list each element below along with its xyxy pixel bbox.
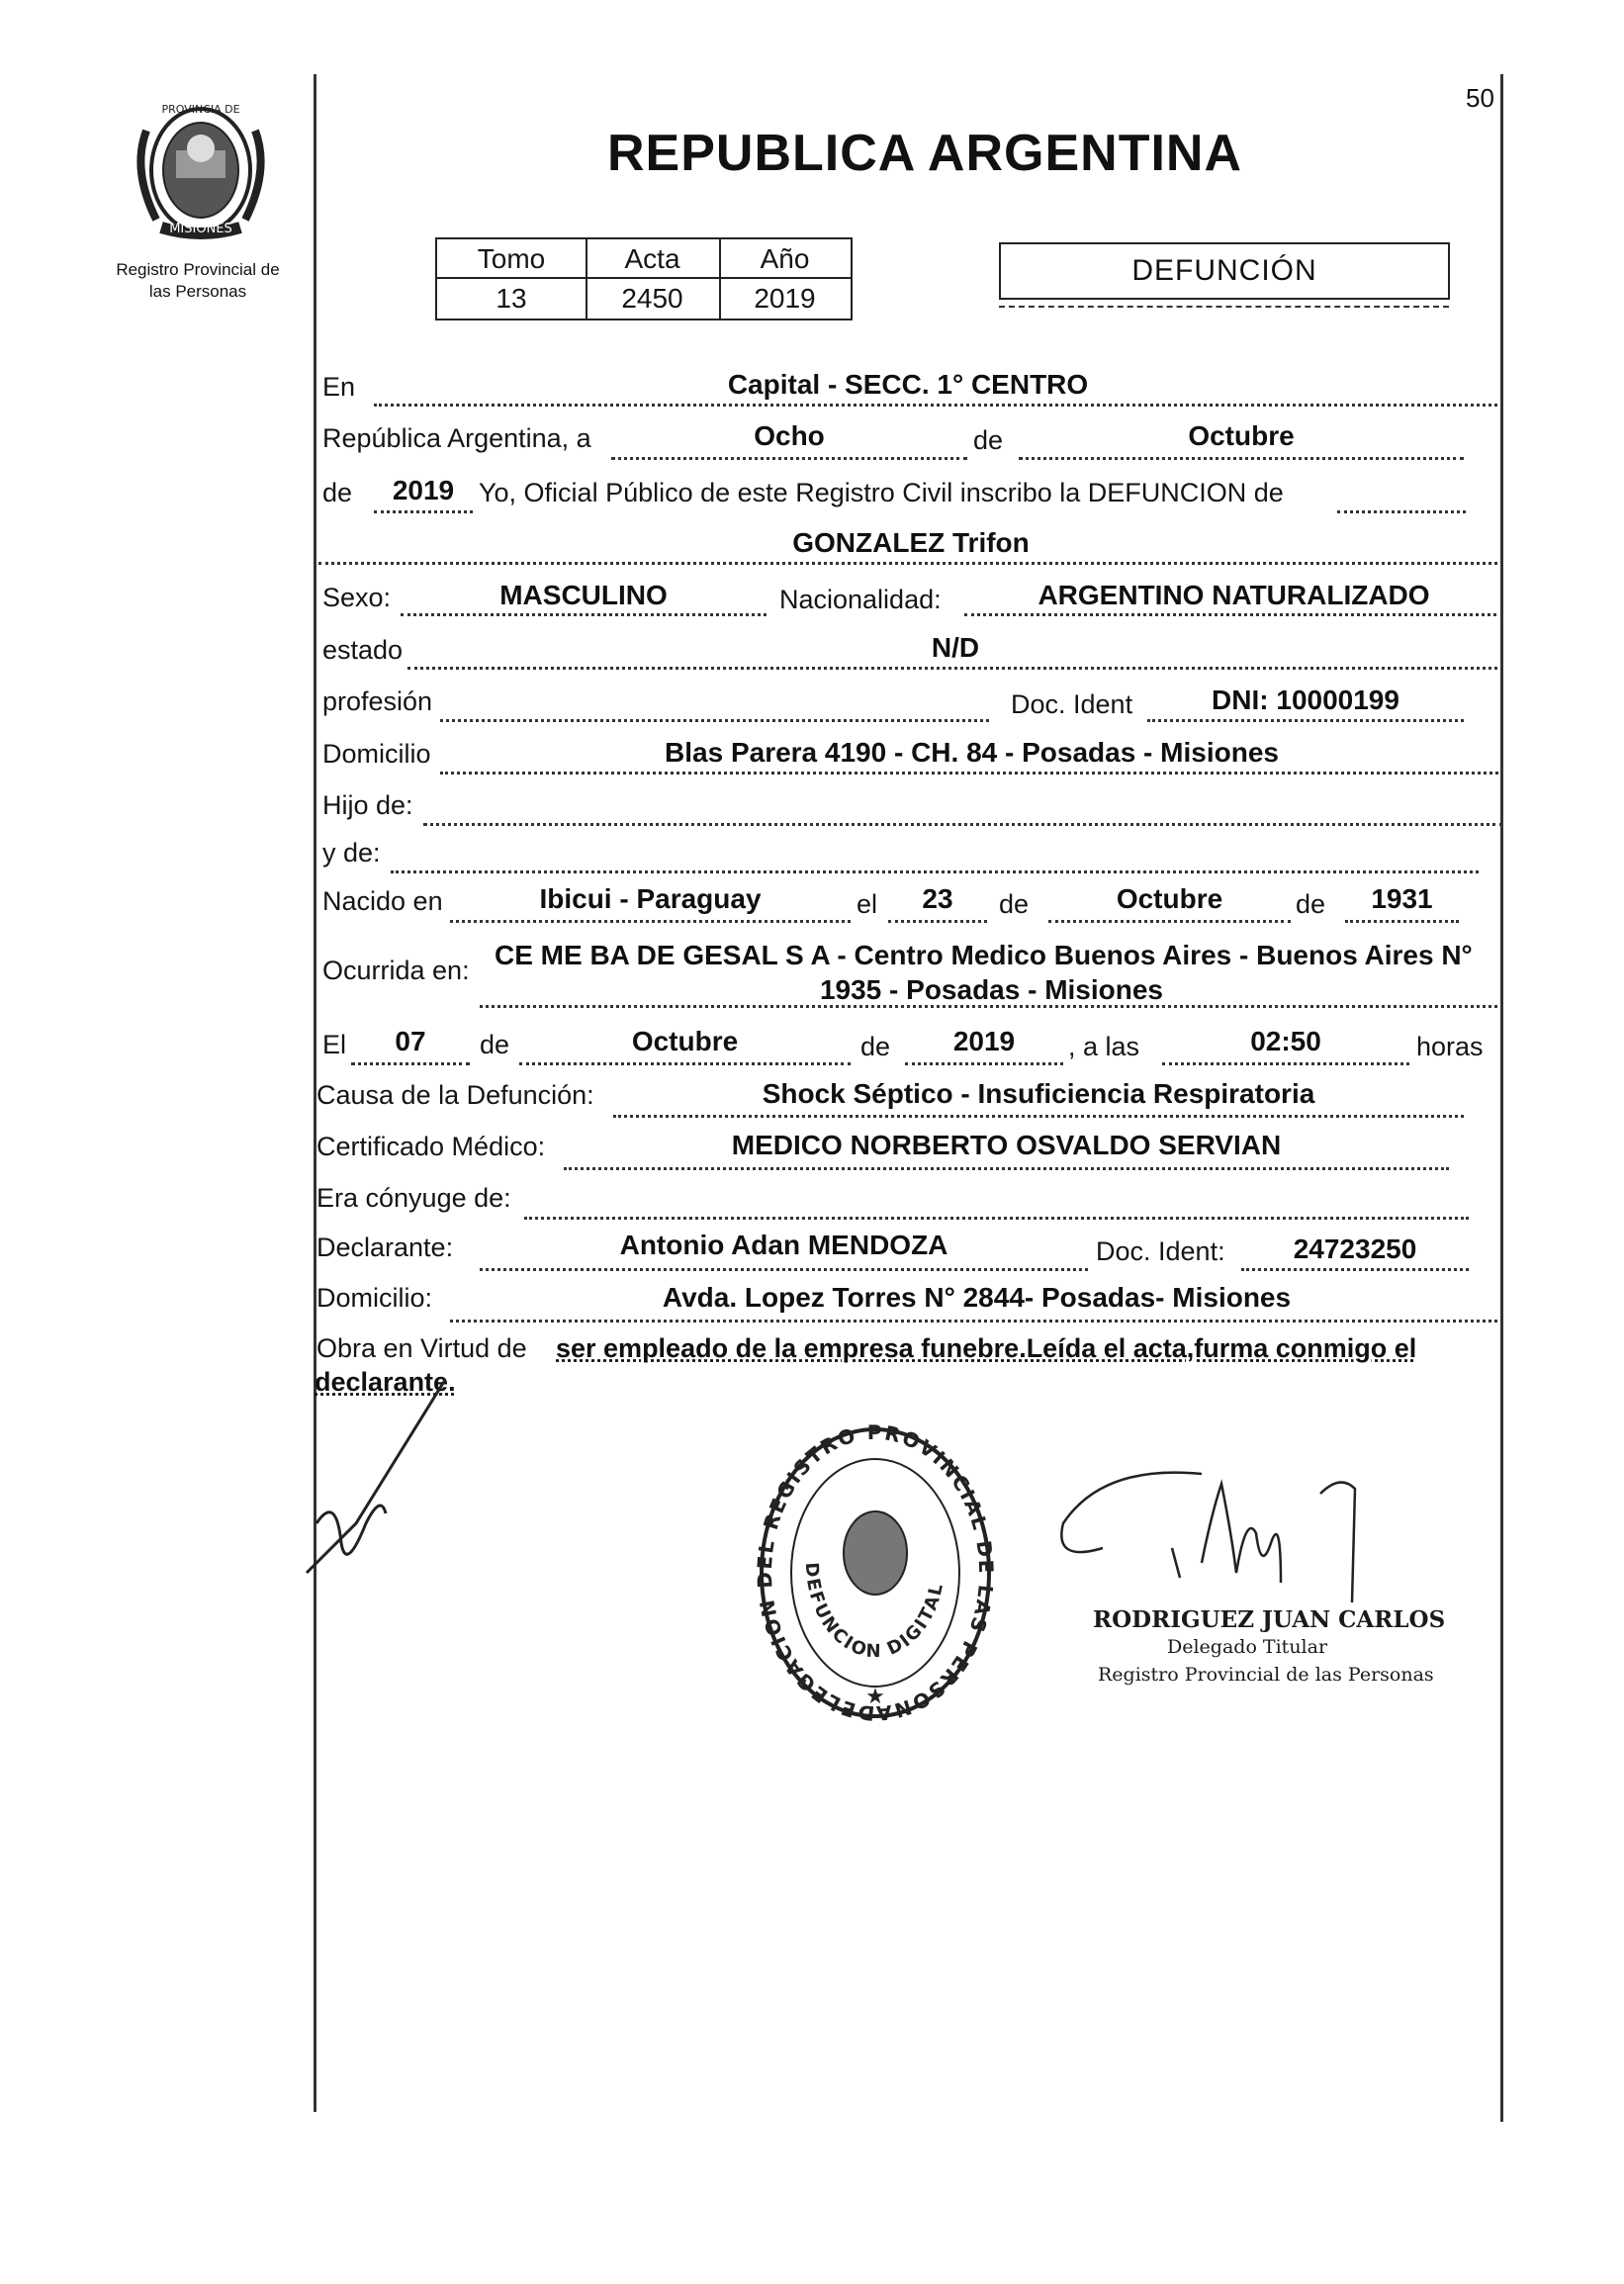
nacionalidad-value: ARGENTINO NATURALIZADO bbox=[1038, 580, 1430, 610]
estado-label: estado bbox=[322, 635, 404, 665]
estado-value: N/D bbox=[931, 632, 980, 663]
doc-ident-value: DNI: 10000199 bbox=[1212, 685, 1399, 715]
fecha-def-time: 02:50 bbox=[1250, 1026, 1321, 1056]
svg-text:★: ★ bbox=[865, 1685, 885, 1709]
en-value: Capital - SECC. 1° CENTRO bbox=[727, 369, 1089, 400]
table-header-tomo: Tomo bbox=[477, 243, 546, 274]
registry-name-line2: las Personas bbox=[148, 282, 247, 301]
fecha-def-day: 07 bbox=[395, 1026, 426, 1056]
registry-name bbox=[89, 259, 307, 303]
causa-label: Causa de la Defunción: bbox=[316, 1080, 594, 1110]
official-role: Delegado Titular bbox=[1167, 1636, 1328, 1658]
declarante-doc-value: 24723250 bbox=[1293, 1233, 1417, 1264]
intro-de-label: de bbox=[322, 478, 353, 507]
fecha-def-year: 2019 bbox=[952, 1026, 1016, 1056]
declarante-doc-label: Doc. Ident: bbox=[1096, 1236, 1225, 1266]
fecha-def-de2-label: de bbox=[860, 1032, 891, 1061]
en-label: En bbox=[322, 372, 356, 402]
official-name: RODRIGUEZ JUAN CARLOS bbox=[1093, 1606, 1446, 1633]
declarant-signature bbox=[297, 1375, 465, 1583]
fecha-de-label: de bbox=[973, 425, 1004, 455]
seal-ring-text: DELEGACION DEL REGISTRO PROVINCIAL DE LAS PERSONA bbox=[752, 1424, 999, 1726]
declarante-value: Antonio Adan MENDOZA bbox=[619, 1230, 948, 1260]
record-type-label: DEFUNCIÓN bbox=[1131, 254, 1317, 287]
fecha-def-el-label: El bbox=[322, 1030, 347, 1059]
table-header-anio: Año bbox=[760, 243, 810, 274]
nacido-el-label: el bbox=[857, 889, 878, 919]
nacido-de2-label: de bbox=[1296, 889, 1326, 919]
logo-top-text: PROVINCIA DE bbox=[161, 103, 240, 116]
domicilio-value: Blas Parera 4190 - CH. 84 - Posadas - Misiones bbox=[665, 737, 1279, 768]
reference-table bbox=[435, 237, 853, 320]
deceased-name: GONZALEZ Trifon bbox=[792, 527, 1030, 558]
official-signature bbox=[1043, 1454, 1399, 1617]
nacido-year: 1931 bbox=[1371, 883, 1433, 914]
table-value-anio: 2019 bbox=[754, 283, 816, 314]
conyuge-label: Era cónyuge de: bbox=[316, 1183, 511, 1213]
obra-line1: ser empleado de la empresa funebre.Leída el acta,furma conmigo el bbox=[556, 1333, 1417, 1363]
fecha-label: República Argentina, a bbox=[322, 423, 591, 453]
obra-line2: declarante. bbox=[315, 1367, 456, 1397]
seal-inner-text: DEFUNCION DIGITAL bbox=[800, 1561, 948, 1663]
domicilio-label: Domicilio bbox=[322, 739, 431, 769]
misiones-coat-of-arms-logo bbox=[127, 91, 275, 244]
domicilio-decl-value: Avda. Lopez Torres N° 2844- Posadas- Misiones bbox=[662, 1282, 1292, 1313]
fecha-def-alas-label: , a las bbox=[1068, 1032, 1140, 1061]
declarante-label: Declarante: bbox=[316, 1233, 454, 1262]
domicilio-decl-label: Domicilio: bbox=[316, 1283, 433, 1313]
table-value-acta: 2450 bbox=[621, 283, 683, 314]
official-org: Registro Provincial de las Personas bbox=[1098, 1664, 1434, 1686]
fecha-def-horas-label: horas bbox=[1416, 1032, 1484, 1061]
nacido-month: Octubre bbox=[1116, 883, 1223, 914]
nacido-de1-label: de bbox=[999, 889, 1030, 919]
certificado-label: Certificado Médico: bbox=[316, 1132, 546, 1161]
sexo-label: Sexo: bbox=[322, 583, 392, 612]
fecha-def-month: Octubre bbox=[631, 1026, 739, 1056]
defuncion-digital-seal bbox=[752, 1424, 999, 1731]
fecha-def-de1-label: de bbox=[480, 1030, 510, 1059]
right-margin-line bbox=[1500, 74, 1503, 2122]
causa-value: Shock Séptico - Insuficiencia Respiratoria bbox=[762, 1078, 1315, 1109]
ocurrida-line2: 1935 - Posadas - Misiones bbox=[819, 974, 1164, 1005]
table-value-tomo: 13 bbox=[496, 283, 527, 314]
fecha-day: Ocho bbox=[754, 420, 825, 451]
table-header-acta: Acta bbox=[624, 243, 680, 274]
ocurrida-label: Ocurrida en: bbox=[322, 956, 470, 985]
doc-ident-label: Doc. Ident bbox=[1011, 689, 1133, 719]
record-type-box bbox=[999, 242, 1450, 300]
logo-bottom-text: MISIONES bbox=[169, 222, 232, 236]
intro-text: Yo, Oficial Público de este Registro Civil inscribo la DEFUNCION de bbox=[479, 478, 1284, 507]
y-de-label: y de: bbox=[322, 838, 381, 868]
obra-label: Obra en Virtud de bbox=[316, 1333, 527, 1363]
page-number: 50 bbox=[1466, 83, 1494, 113]
hijo-de-label: Hijo de: bbox=[322, 790, 413, 820]
sexo-value: MASCULINO bbox=[499, 580, 668, 610]
fecha-month: Octubre bbox=[1188, 420, 1295, 451]
registry-name-line1: Registro Provincial de bbox=[116, 260, 280, 279]
ocurrida-line1: CE ME BA DE GESAL S A - Centro Medico Buenos Aires - Buenos Aires N° bbox=[495, 940, 1473, 970]
certificado-value: MEDICO NORBERTO OSVALDO SERVIAN bbox=[731, 1130, 1282, 1160]
page-title: REPUBLICA ARGENTINA bbox=[607, 125, 1243, 182]
nacido-label: Nacido en bbox=[322, 886, 443, 916]
nacionalidad-label: Nacionalidad: bbox=[779, 585, 942, 614]
intro-year: 2019 bbox=[392, 475, 455, 505]
nacido-place: Ibicui - Paraguay bbox=[539, 883, 762, 914]
profesion-label: profesión bbox=[322, 686, 433, 716]
nacido-day: 23 bbox=[922, 883, 953, 914]
